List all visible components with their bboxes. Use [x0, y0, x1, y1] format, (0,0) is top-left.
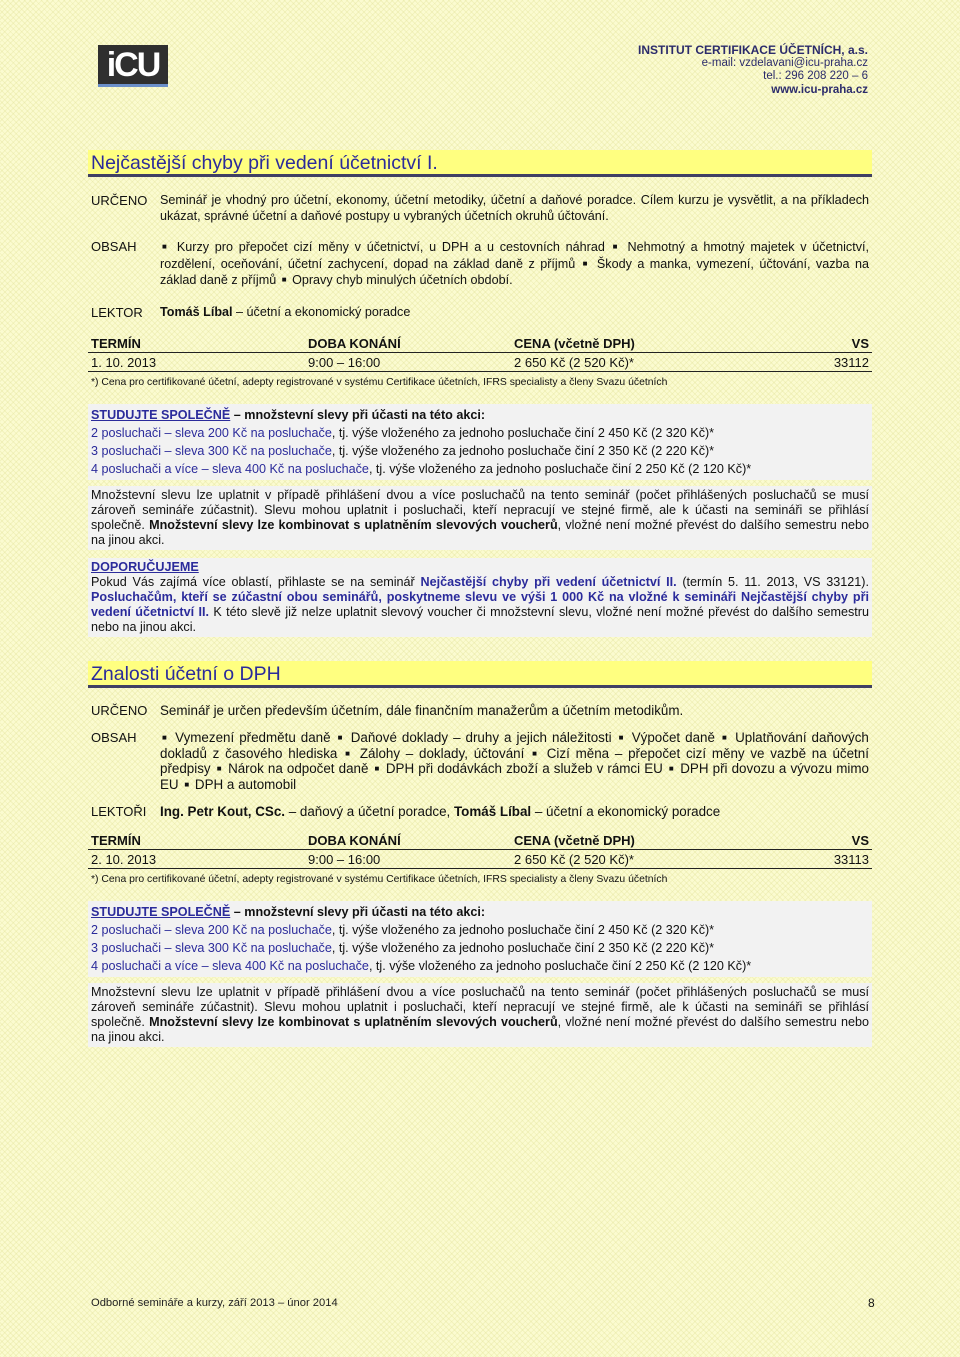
- schedule-row: [88, 354, 872, 372]
- institute-name: INSTITUT CERTIFIKACE ÚČETNÍCH, a.s.: [637, 43, 868, 57]
- discount-blue: 4 posluchači a více – sleva 400 Kč na posluchače: [91, 461, 369, 476]
- obsah-item: Výpočet daně: [631, 730, 715, 745]
- discount-rest: , tj. výše vloženého za jednoho posluchače činí 2 450 Kč (2 320 Kč)*: [331, 922, 715, 937]
- footer-text: Odborné semináře a kurzy, září 2013 – únor 2014: [91, 1297, 338, 1309]
- schedule-header: [88, 335, 872, 353]
- header-phone: tel.: 296 208 220 – 6: [763, 70, 868, 83]
- obsah-item: Zálohy – doklady, účtování: [359, 745, 525, 761]
- rec-seminar-link[interactable]: Nejčastější chyby při vedení účetnictví II.: [420, 574, 677, 589]
- obsah-item: Uplatňování daňových dokladů z časového hlediska: [160, 730, 869, 761]
- lektori-text: [160, 804, 872, 820]
- lektori-row: [88, 804, 872, 820]
- urceno-row: [88, 193, 872, 224]
- discount-blue: 3 posluchači – sleva 300 Kč na posluchače: [91, 443, 332, 458]
- lektor-text: [160, 305, 872, 321]
- recommendation-heading[interactable]: DOPORUČUJEME: [91, 559, 199, 574]
- obsah-row: [88, 730, 872, 792]
- seminar-1: [88, 150, 872, 637]
- page-number: 8: [868, 1296, 875, 1310]
- discount-line: [91, 921, 869, 939]
- schedule-row: [88, 851, 872, 869]
- urceno-label: URČENO: [91, 193, 148, 208]
- discount-para-a: Množstevní slevu lze uplatnit v případě přihlášení dvou a více posluchačů na tento seminář (počet přihlášených posluchačů se musí zároveň semináře zúčastnit). Slevu mohou uplatnit i posluchači, kteří nepracují ve stejné firmě, ale k účasti na semináři se přihlásí společně.: [91, 487, 869, 532]
- cena-header: CENA (včetně DPH): [514, 335, 635, 351]
- obsah-item: DPH při dodávkách zboží a služeb v rámci EU: [385, 761, 663, 777]
- rec-text-b: (termín 5. 11. 2013, VS 33121).: [676, 574, 869, 589]
- bullet-icon: ■: [618, 733, 625, 742]
- obsah-row: [88, 239, 872, 289]
- bullet-icon: ■: [532, 748, 539, 758]
- bullet-icon: ■: [582, 258, 590, 268]
- cena-value: 2 650 Kč (2 520 Kč)*: [514, 851, 634, 867]
- discount-line: [91, 939, 869, 957]
- doba-value: 9:00 – 16:00: [308, 354, 381, 370]
- discount-heading-rest: – množstevní slevy při účasti na této akci:: [230, 904, 486, 919]
- urceno-text: Seminář je vhodný pro účetní, ekonomy, účetní metodiky, účetní a daňové poradce. Cílem kurzu je vysvětlit, a na příkladech ukázat, správné účetní a daňové postupy u vybraných účetních okruhů účtování.: [160, 193, 869, 223]
- discount-blue: 3 posluchači – sleva 300 Kč na posluchače: [91, 940, 332, 955]
- termin-value: 2. 10. 2013: [91, 851, 157, 867]
- obsah-item: Kurzy pro přepočet cizí měny v účetnictví, u DPH a u cestovních náhrad: [176, 240, 605, 255]
- discount-line: [91, 957, 869, 975]
- bullet-icon: ■: [162, 733, 169, 742]
- header-web[interactable]: www.icu-praha.cz: [771, 83, 868, 96]
- discount-paragraph: [88, 486, 872, 550]
- discount-para-a: Množstevní slevu lze uplatnit v případě přihlášení dvou a více posluchačů na tento seminář (počet přihlášených posluchačů se musí zároveň semináře zúčastnit). Slevu mohou uplatnit i posluchači, kteří nepracují ve stejné firmě, ale k účasti na semináři se přihlásí společně.: [91, 984, 869, 1029]
- seminar-2-title: Znalosti účetní o DPH: [88, 661, 872, 688]
- discount-line: [91, 442, 869, 460]
- discount-blue: 2 posluchači – sleva 200 Kč na posluchače: [91, 425, 332, 440]
- discount-box: [88, 901, 872, 977]
- termin-value: 1. 10. 2013: [91, 354, 157, 370]
- lektor-role: – daňový a účetní poradce,: [285, 804, 454, 820]
- discount-para-b: , vložné není možné převést do dalšího semestru nebo na jinou akci.: [91, 517, 869, 547]
- discount-heading-link[interactable]: STUDUJTE SPOLEČNĚ: [91, 904, 231, 919]
- obsah-text: [160, 239, 872, 289]
- bullet-icon: ■: [281, 275, 287, 285]
- cena-value: 2 650 Kč (2 520 Kč)*: [514, 354, 634, 370]
- rec-offer: Posluchačům, kteří se zúčastní obou seminářů, poskytneme slevu ve výši 1 000 Kč na vložné k semináři Nejčastější chyby při vedení účetnictví II.: [91, 589, 869, 619]
- discount-para-b: , vložné není možné převést do dalšího semestru nebo na jinou akci.: [91, 1014, 869, 1044]
- obsah-item: Škody a manka, vymezení, účtování, vazba na základ daně z příjmů: [160, 256, 869, 288]
- recommendation-text: [91, 575, 869, 635]
- lektor-name: Tomáš Líbal: [160, 304, 233, 319]
- obsah-item: DPH při dovozu a vývozu mimo EU: [160, 761, 869, 792]
- discount-heading-rest: – množstevní slevy při účasti na této akci:: [230, 407, 486, 422]
- rec-text-a: Pokud Vás zajímá více oblastí, přihlaste se na seminář: [91, 574, 421, 589]
- seminar-2: [88, 661, 872, 1047]
- obsah-item: Cizí měna – přepočet cizí měny ve vazbě na účetní předpisy: [160, 745, 869, 777]
- rec-text-c: K této slevě již nelze uplatnit slevový voucher či množstevní slevu, vložné není možné převést do dalšího semestru nebo na jinou akci.: [91, 604, 869, 634]
- bullet-icon: ■: [162, 242, 170, 252]
- header-email[interactable]: e-mail: vzdelavani@icu-praha.cz: [701, 57, 868, 70]
- lektori-label: LEKTOŘI: [91, 804, 147, 820]
- logo-text: iCU: [106, 45, 160, 84]
- discount-heading-link[interactable]: STUDUJTE SPOLEČNĚ: [91, 407, 231, 422]
- lektor-name: Tomáš Líbal: [454, 804, 532, 820]
- bullet-icon: ■: [345, 748, 353, 758]
- discount-box: [88, 404, 872, 480]
- obsah-item: Daňové doklady – druhy a jejich náležitosti: [350, 730, 612, 745]
- discount-rest: , tj. výše vloženého za jednoho posluchače činí 2 350 Kč (2 220 Kč)*: [331, 940, 715, 955]
- obsah-label: OBSAH: [91, 239, 137, 255]
- cena-header: CENA (včetně DPH): [514, 832, 635, 848]
- discount-rest: , tj. výše vloženého za jednoho posluchače činí 2 250 Kč (2 120 Kč)*: [368, 958, 752, 973]
- vs-header: VS: [851, 335, 869, 351]
- vs-header: VS: [851, 832, 869, 848]
- vs-value: 33113: [833, 851, 869, 867]
- lektor-label: LEKTOR: [91, 304, 143, 320]
- obsah-item: DPH a automobil: [194, 776, 297, 792]
- header-contact: [638, 44, 868, 97]
- discount-rest: , tj. výše vloženého za jednoho posluchače činí 2 250 Kč (2 120 Kč)*: [368, 461, 752, 476]
- recommendation-box: [88, 558, 872, 637]
- bullet-icon: ■: [612, 242, 620, 252]
- discount-line: [91, 424, 869, 442]
- doba-value: 9:00 – 16:00: [308, 851, 381, 867]
- discount-paragraph: [88, 983, 872, 1047]
- price-footnote: *) Cena pro certifikované účetní, adepty registrované v systému Certifikace účetních, IFRS specialisty a členy Svazu účetních: [91, 376, 668, 388]
- urceno-row: [88, 703, 872, 719]
- discount-blue: 4 posluchači a více – sleva 400 Kč na posluchače: [91, 958, 369, 973]
- bullet-icon: ■: [184, 779, 190, 789]
- obsah-item: Vymezení předmětu daně: [175, 730, 331, 745]
- bullet-icon: ■: [721, 733, 729, 742]
- discount-heading: [91, 903, 869, 921]
- discount-para-bold: Množstevní slevy lze kombinovat s uplatněním slevových voucherů: [149, 517, 558, 532]
- obsah-text: [160, 730, 872, 792]
- bullet-icon: ■: [374, 764, 380, 774]
- urceno-label: URČENO: [91, 703, 148, 718]
- price-footnote: *) Cena pro certifikované účetní, adepty registrované v systému Certifikace účetních, IFRS specialisty a členy Svazu účetních: [91, 873, 668, 885]
- doba-header: DOBA KONÁNÍ: [308, 832, 401, 848]
- lektor-role: – účetní a ekonomický poradce: [531, 804, 721, 820]
- discount-line: [91, 460, 869, 478]
- doba-header: DOBA KONÁNÍ: [308, 335, 401, 351]
- obsah-label: OBSAH: [91, 730, 137, 745]
- termin-header: TERMÍN: [91, 832, 141, 848]
- bullet-icon: ■: [337, 733, 344, 742]
- obsah-item: Nehmotný a hmotný majetek v účetnictví, rozdělení, oceňování, účetní zachycení, dopad na základ daně z příjmů: [160, 240, 870, 271]
- discount-heading: [91, 406, 869, 424]
- schedule-header: [88, 832, 872, 850]
- termin-header: TERMÍN: [91, 335, 141, 351]
- lektor-role: – účetní a ekonomický poradce: [232, 304, 411, 319]
- icu-logo: [98, 45, 168, 87]
- seminar-1-title: Nejčastější chyby při vedení účetnictví I.: [88, 150, 872, 177]
- lektor-row: [88, 305, 872, 321]
- discount-para-bold: Množstevní slevy lze kombinovat s uplatněním slevových voucherů: [149, 1014, 558, 1029]
- bullet-icon: ■: [216, 764, 222, 774]
- bullet-icon: ■: [668, 764, 675, 774]
- lektor-name: Ing. Petr Kout, CSc.: [160, 804, 285, 820]
- discount-rest: , tj. výše vloženého za jednoho posluchače činí 2 350 Kč (2 220 Kč)*: [331, 443, 715, 458]
- vs-value: 33112: [833, 354, 869, 370]
- discount-blue: 2 posluchači – sleva 200 Kč na posluchače: [91, 922, 332, 937]
- obsah-item: Opravy chyb minulých účetních období.: [292, 273, 513, 288]
- urceno-text: Seminář je určen především účetním, dále finančním manažerům a účetním metodikům.: [160, 703, 684, 718]
- obsah-item: Nárok na odpočet daně: [228, 761, 369, 777]
- discount-rest: , tj. výše vloženého za jednoho posluchače činí 2 450 Kč (2 320 Kč)*: [331, 425, 715, 440]
